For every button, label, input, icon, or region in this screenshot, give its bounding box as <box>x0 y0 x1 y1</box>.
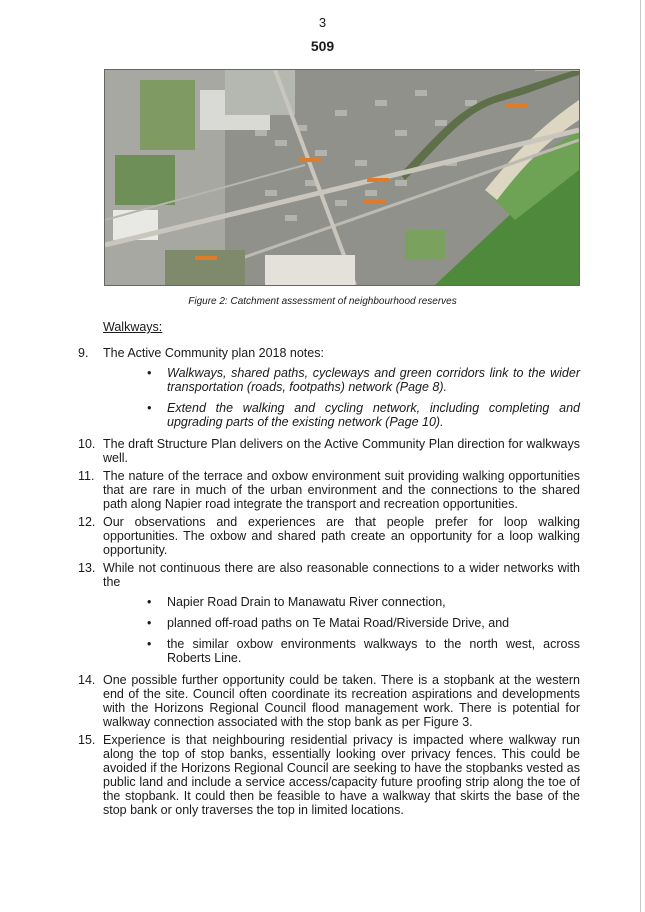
paragraph-14 <box>78 673 580 729</box>
paragraph-13 <box>78 561 580 665</box>
bullet-list <box>103 595 580 665</box>
figure-caption: Figure 2: Catchment assessment of neighbourhood reserves <box>188 296 457 307</box>
section-heading: Walkways: <box>103 320 163 334</box>
paragraph-text: One possible further opportunity could be taken. There is a stopbank at the western end of the site. Council often coordinate its recreation aspirations and developments with the Horizons Regional Council flood management work. There is potential for walkway connection associated with the stop bank as per Figure 3. <box>103 673 580 729</box>
bullet-item: • the similar oxbow environments walkways to the north west, across Roberts Line. <box>167 637 580 665</box>
bullet-item: • Napier Road Drain to Manawatu River connection, <box>167 595 580 609</box>
aerial-map-image <box>105 70 579 285</box>
paragraph-10 <box>78 437 580 465</box>
paragraph-9 <box>78 346 580 429</box>
paragraph-text: Our observations and experiences are that people prefer for loop walking opportunities. The oxbow and shared path create an opportunity for a loop walking opportunity. <box>103 515 580 557</box>
paragraph-text: The draft Structure Plan delivers on the Active Community Plan direction for walkways well. <box>103 437 580 465</box>
page-edge-line <box>640 0 641 912</box>
bullet-item: • Walkways, shared paths, cycleways and green corridors link to the wider transportation (roads, footpaths) network (Page 8). <box>167 366 580 394</box>
paragraph-number: 14. <box>78 673 96 687</box>
paragraph-text: Experience is that neighbouring residential privacy is impacted where walkway run along the top of stop banks, essentially looking over privacy fences. This could be avoided if the Horizons Regional Council are seeking to have the stopbanks vested as public land and include a service access/capacity future proofing strip along the toe of the stopbank. It could then be feasible to have a walkway that skirts the base of the stop bank or only traverses the top in limited locations. <box>103 733 580 817</box>
bullet-list <box>103 366 580 429</box>
paragraph-number: 11. <box>78 469 95 483</box>
paragraph-number: 15. <box>78 733 96 747</box>
paragraph-text: While not continuous there are also reasonable connections to a wider networks with the <box>103 561 580 589</box>
bullet-item: • planned off-road paths on Te Matai Road/Riverside Drive, and <box>167 616 580 630</box>
paragraph-number: 9. <box>78 346 89 360</box>
paragraph-number: 12. <box>78 515 96 529</box>
paragraph-text: The nature of the terrace and oxbow environment suit providing walking opportunities that are rare in much of the urban environment and the connections to the shared path along Napier road integrate the transport and recreation opportunities. <box>103 469 580 511</box>
paragraph-number: 13. <box>78 561 96 575</box>
paragraph-text: The Active Community plan 2018 notes: <box>103 346 324 360</box>
paragraph-number: 10. <box>78 437 96 451</box>
paragraph-15 <box>78 733 580 817</box>
aerial-map-figure <box>104 69 580 286</box>
bullet-item: • Extend the walking and cycling network, including completing and upgrading parts of the existing network (Page 10). <box>167 401 580 429</box>
page-number: 3 <box>318 15 327 30</box>
paragraph-11 <box>78 469 580 511</box>
stamp-number: 509 <box>310 38 335 54</box>
paragraph-12 <box>78 515 580 557</box>
document-body <box>78 346 580 821</box>
